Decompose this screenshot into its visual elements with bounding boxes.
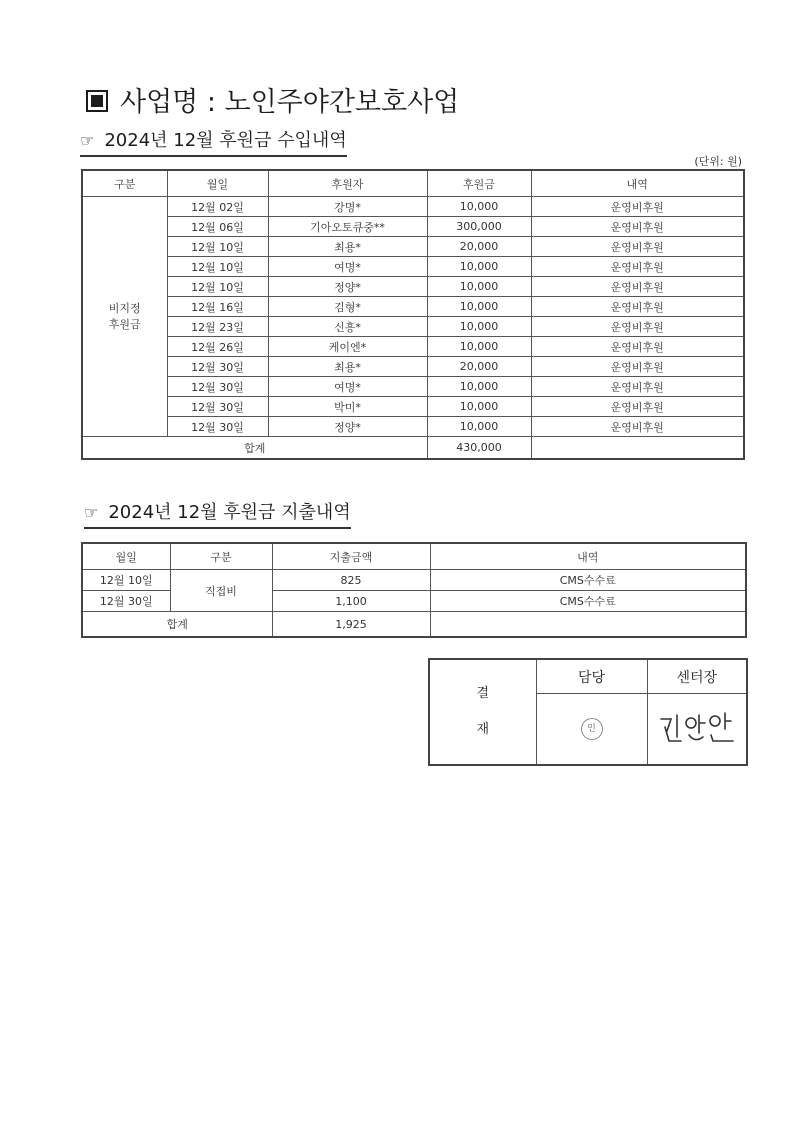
- donor-cell: 최용*: [268, 357, 427, 377]
- donor-cell: 강명*: [268, 197, 427, 217]
- donor-cell: 박미*: [268, 397, 427, 417]
- description-cell: 운영비후원: [531, 417, 744, 437]
- amount-cell: 300,000: [427, 217, 531, 237]
- income-header-cell: 후원금: [427, 170, 531, 197]
- description-cell: 운영비후원: [531, 297, 744, 317]
- table-row: [82, 357, 744, 377]
- income-header-row: [82, 170, 744, 197]
- approval-label-bottom: 재: [476, 722, 490, 737]
- description-cell: 운영비후원: [531, 397, 744, 417]
- donor-cell: 신흥*: [268, 317, 427, 337]
- donor-cell: 정양*: [268, 417, 427, 437]
- expense-header-cell: 지출금액: [272, 543, 430, 570]
- amount-cell: 10,000: [427, 417, 531, 437]
- date-cell: 12월 30일: [167, 417, 268, 437]
- approval-label: [429, 659, 536, 765]
- date-cell: 12월 30일: [167, 397, 268, 417]
- income-total-row: [82, 437, 744, 460]
- date-cell: 12월 10일: [167, 277, 268, 297]
- description-cell: 운영비후원: [531, 217, 744, 237]
- expense-header-row: [82, 543, 746, 570]
- table-row: [82, 337, 744, 357]
- pointing-hand-icon: ☞: [84, 503, 99, 522]
- amount-cell: 10,000: [427, 397, 531, 417]
- expense-heading-text: 2024년 12월 후원금 지출내역: [108, 502, 351, 523]
- amount-cell: 10,000: [427, 337, 531, 357]
- total-empty-cell: [531, 437, 744, 460]
- donor-cell: 정양*: [268, 277, 427, 297]
- description-cell: 운영비후원: [531, 277, 744, 297]
- expense-header-cell: 내역: [430, 543, 746, 570]
- table-row: [82, 417, 744, 437]
- pointing-hand-icon: ☞: [80, 131, 95, 150]
- amount-cell: 10,000: [427, 277, 531, 297]
- expense-total-row: [82, 612, 746, 638]
- table-row: [82, 257, 744, 277]
- description-cell: 운영비후원: [531, 377, 744, 397]
- approval-box: [428, 658, 748, 766]
- description-cell: 운영비후원: [531, 257, 744, 277]
- amount-cell: 10,000: [427, 317, 531, 337]
- total-label: 합계: [82, 612, 272, 638]
- expense-header-cell: 월일: [82, 543, 170, 570]
- amount-cell: 20,000: [427, 357, 531, 377]
- table-row: [82, 570, 746, 591]
- total-amount: 430,000: [427, 437, 531, 460]
- amount-cell: 10,000: [427, 377, 531, 397]
- date-cell: 12월 30일: [82, 591, 170, 612]
- donor-cell: 최용*: [268, 237, 427, 257]
- amount-cell: 10,000: [427, 197, 531, 217]
- amount-cell: 20,000: [427, 237, 531, 257]
- role-staff: 담당: [536, 659, 647, 694]
- date-cell: 12월 10일: [167, 257, 268, 277]
- date-cell: 12월 26일: [167, 337, 268, 357]
- expense-table: [81, 542, 747, 638]
- description-cell: 운영비후원: [531, 337, 744, 357]
- description-cell: 운영비후원: [531, 357, 744, 377]
- table-row: [82, 377, 744, 397]
- seal-stamp-icon: 인: [581, 718, 603, 740]
- description-cell: 운영비후원: [531, 197, 744, 217]
- page-title-text: 사업명 : 노인주야간보호사업: [120, 87, 460, 118]
- amount-cell: 1,100: [272, 591, 430, 612]
- unit-label: (단위: 원): [694, 155, 742, 168]
- director-signature-cell: [647, 694, 747, 766]
- filled-square-icon: [86, 90, 108, 112]
- description-cell: 운영비후원: [531, 317, 744, 337]
- income-header-cell: 후원자: [268, 170, 427, 197]
- income-header-cell: 월일: [167, 170, 268, 197]
- amount-cell: 10,000: [427, 257, 531, 277]
- approval-label-top: 결: [476, 686, 490, 701]
- date-cell: 12월 10일: [82, 570, 170, 591]
- expense-header-cell: 구분: [170, 543, 272, 570]
- total-label: 합계: [82, 437, 427, 460]
- staff-stamp-cell: [536, 694, 647, 766]
- table-row: [82, 197, 744, 217]
- expense-category-cell: 직접비: [170, 570, 272, 612]
- date-cell: 12월 16일: [167, 297, 268, 317]
- date-cell: 12월 30일: [167, 377, 268, 397]
- income-table: [81, 169, 745, 460]
- description-cell: CMS수수료: [430, 591, 746, 612]
- income-header-cell: 구분: [82, 170, 167, 197]
- amount-cell: 10,000: [427, 297, 531, 317]
- table-row: [82, 317, 744, 337]
- description-cell: 운영비후원: [531, 237, 744, 257]
- table-row: [82, 277, 744, 297]
- table-row: [82, 217, 744, 237]
- table-row: [82, 397, 744, 417]
- total-empty-cell: [430, 612, 746, 638]
- donor-cell: 김형*: [268, 297, 427, 317]
- date-cell: 12월 30일: [167, 357, 268, 377]
- donor-cell: 여명*: [268, 257, 427, 277]
- donor-cell: 기아오토큐중**: [268, 217, 427, 237]
- description-cell: CMS수수료: [430, 570, 746, 591]
- expense-heading: [84, 498, 351, 529]
- role-director: 센터장: [647, 659, 747, 694]
- donor-cell: 케이엔*: [268, 337, 427, 357]
- income-category-cell: 비지정 후원금: [82, 197, 167, 437]
- date-cell: 12월 10일: [167, 237, 268, 257]
- income-heading-text: 2024년 12월 후원금 수입내역: [104, 130, 347, 151]
- income-header-cell: 내역: [531, 170, 744, 197]
- amount-cell: 825: [272, 570, 430, 591]
- income-heading: [80, 126, 347, 157]
- date-cell: 12월 23일: [167, 317, 268, 337]
- page-title: [86, 80, 459, 119]
- total-amount: 1,925: [272, 612, 430, 638]
- table-row: [82, 297, 744, 317]
- handwritten-signature: [655, 707, 739, 747]
- donor-cell: 여명*: [268, 377, 427, 397]
- date-cell: 12월 02일: [167, 197, 268, 217]
- date-cell: 12월 06일: [167, 217, 268, 237]
- table-row: [82, 237, 744, 257]
